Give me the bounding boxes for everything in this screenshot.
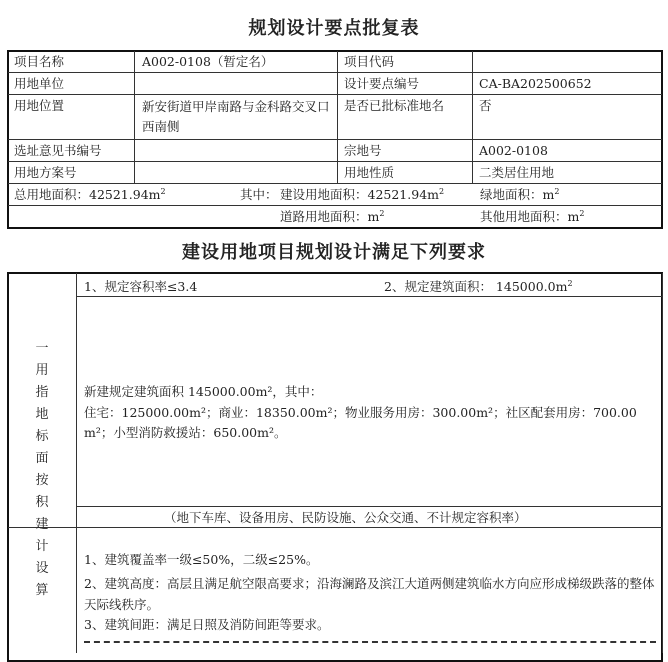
gfa-requirement: 2、规定建筑面积： $145000.0m^2$ [384,278,573,294]
site-opinion-label: 选址意见书编号 [14,143,102,158]
exclusion-note: （地下车库、设备用房、民防设施、公众交通、不计规定容积率） [164,510,527,525]
location-label: 用地位置 [14,98,65,113]
height-requirement: 2、建筑高度：高层且满足航空限高要求；沿海澜路及滨江大道两侧建筑临水方向应形成梯级跌落的整体天际线秩序。 [84,576,655,612]
gfa-breakdown-line2: 住宅：125000.00m²；商业：18350.00m²；物业服务用房：300.00m²；社区配套用房：700.00 m²；小型消防救援站：650.00m²。 [84,405,637,440]
land-nature-value: 二类居住用地 [479,165,555,180]
road-area: 道路用地面积：$m^2$ [280,208,385,224]
land-plan-label: 用地方案号 [14,165,77,180]
parcel-no-label: 宗地号 [344,143,382,158]
parcel-no-value: A002-0108 [479,143,548,158]
project-code-label: 项目代码 [344,54,395,69]
green-area: 绿地面积：$m^2$ [480,186,560,202]
page-title: 规划设计要点批复表 [248,18,420,39]
spacing-requirement: 3、建筑间距：满足日照及消防间距等要求。 [84,617,330,632]
project-name-label: 项目名称 [14,54,65,69]
location-value: 新安街道甲岸南路与金科路交叉口西南侧 [142,99,330,134]
approved-name-value: 否 [479,98,492,113]
design-no-value: CA-BA202500652 [479,76,592,91]
far-requirement: 1、规定容积率≤3.4 [84,279,198,294]
section-title: 建设用地项目规划设计满足下列要求 [182,242,486,263]
among-label: 其中： [240,187,278,202]
land-nature-label: 用地性质 [344,165,395,180]
indicator-side-label: 一用指地标面按积建计设算 [35,341,49,598]
approved-name-label: 是否已批标准地名 [344,98,445,113]
total-area: 总用地面积：$42521.94m^2$ [14,186,166,202]
project-name-value: A002-0108（暂定名） [142,54,274,69]
gfa-breakdown-line1: 新建规定建筑面积 145000.00m²，其中： [84,384,323,399]
design-no-label: 设计要点编号 [344,76,420,91]
land-unit-label: 用地单位 [14,76,65,91]
divider [84,641,656,643]
construction-area: 建设用地面积：$42521.94m^2$ [280,186,445,202]
coverage-requirement: 1、建筑覆盖率一级≤50%，二级≤25%。 [84,552,319,567]
other-area: 其他用地面积：$m^2$ [480,208,585,224]
